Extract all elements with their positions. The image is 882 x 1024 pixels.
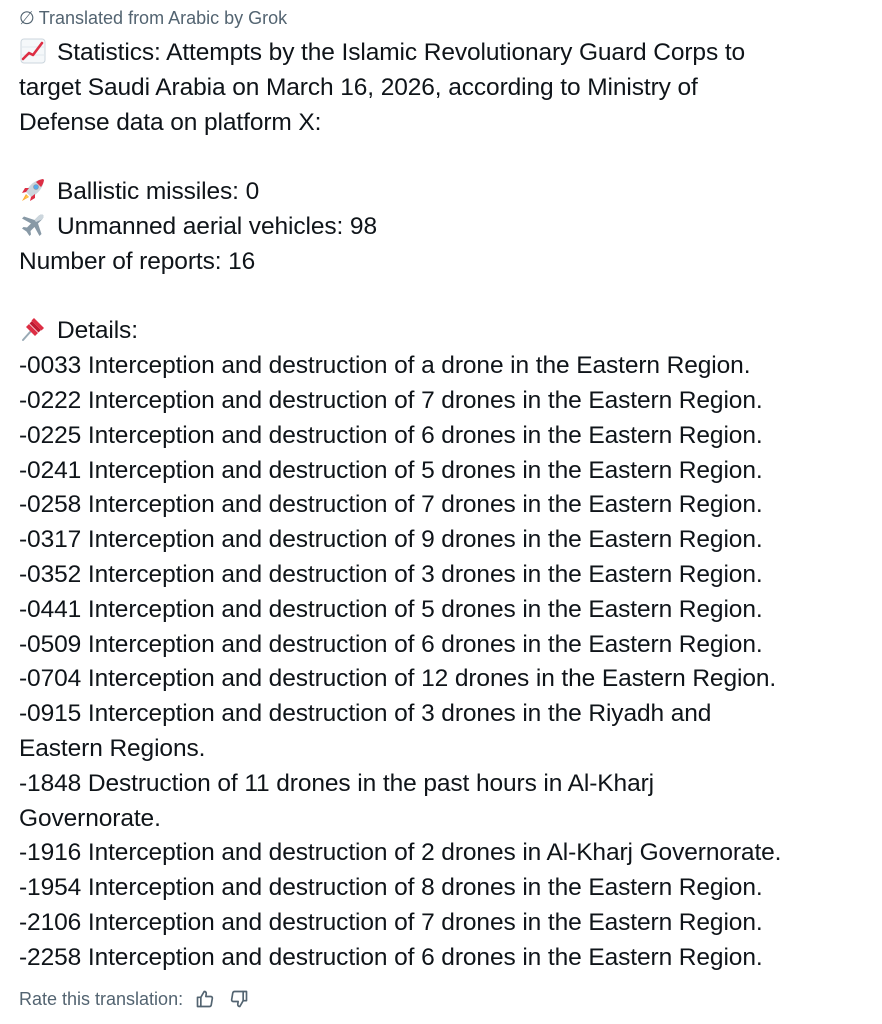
- detail-item: -0509 Interception and destruction of 6 drones in the Eastern Region.: [19, 630, 763, 658]
- detail-item: -0915 Interception and destruction of 3 drones in the Riyadh and Eastern Regions.: [19, 700, 712, 762]
- thumbs-up-icon: [195, 989, 215, 1009]
- stat-reports: Number of reports: 16: [19, 247, 256, 275]
- blank-line: [19, 280, 869, 315]
- detail-item: -0258 Interception and destruction of 7 drones in the Eastern Region.: [19, 491, 763, 519]
- details-heading: [19, 314, 869, 349]
- translate-slash-icon: ∅: [19, 8, 35, 28]
- stat-uav: [19, 210, 869, 245]
- detail-item: -2106 Interception and destruction of 7 drones in the Eastern Region.: [19, 908, 763, 936]
- stat-uav-text: Unmanned aerial vehicles: 98: [57, 212, 377, 240]
- details-label: Details:: [57, 317, 138, 345]
- detail-item: -1916 Interception and destruction of 2 drones in Al-Kharj Governorate.: [19, 839, 782, 867]
- stat-ballistic-text: Ballistic missiles: 0: [57, 178, 260, 206]
- title-line-3: Defense data on platform X:: [19, 108, 322, 136]
- detail-item: -0704 Interception and destruction of 12 drones in the Eastern Region.: [19, 665, 777, 693]
- rate-label: Rate this translation:: [19, 989, 184, 1009]
- chart-increasing-icon: [19, 37, 47, 65]
- thumbs-down-button[interactable]: [227, 987, 251, 1011]
- detail-item: -0241 Interception and destruction of 5 drones in the Eastern Region.: [19, 456, 763, 484]
- detail-item: -0317 Interception and destruction of 9 drones in the Eastern Region.: [19, 526, 763, 554]
- rate-translation: [19, 986, 251, 1012]
- detail-item: -0033 Interception and destruction of a drone in the Eastern Region.: [19, 352, 751, 380]
- pushpin-icon: [19, 315, 47, 343]
- post-body: [19, 36, 869, 976]
- detail-item: -2258 Interception and destruction of 6 drones in the Eastern Region.: [19, 943, 763, 971]
- stat-ballistic: [19, 175, 869, 210]
- detail-item: -0352 Interception and destruction of 3 drones in the Eastern Region.: [19, 560, 763, 588]
- title-line-2: target Saudi Arabia on March 16, 2026, according to Ministry of: [19, 73, 698, 101]
- title-text-1: Statistics: Attempts by the Islamic Revolutionary Guard Corps to: [57, 39, 746, 66]
- detail-item: -0225 Interception and destruction of 6 drones in the Eastern Region.: [19, 421, 763, 449]
- blank-line: [19, 140, 869, 175]
- detail-item: -1954 Interception and destruction of 8 drones in the Eastern Region.: [19, 874, 763, 902]
- translated-notice: [19, 6, 287, 30]
- translated-label: Translated from Arabic by Grok: [38, 8, 288, 28]
- detail-item: -0441 Interception and destruction of 5 drones in the Eastern Region.: [19, 595, 763, 623]
- title-line-1: [19, 36, 869, 71]
- detail-item: -0222 Interception and destruction of 7 drones in the Eastern Region.: [19, 386, 763, 414]
- rocket-icon: [19, 176, 47, 204]
- thumbs-up-button[interactable]: [193, 987, 217, 1011]
- detail-item: -1848 Destruction of 11 drones in the past hours in Al-Kharj Governorate.: [19, 769, 654, 832]
- airplane-icon: [19, 211, 47, 239]
- thumbs-down-icon: [229, 989, 249, 1009]
